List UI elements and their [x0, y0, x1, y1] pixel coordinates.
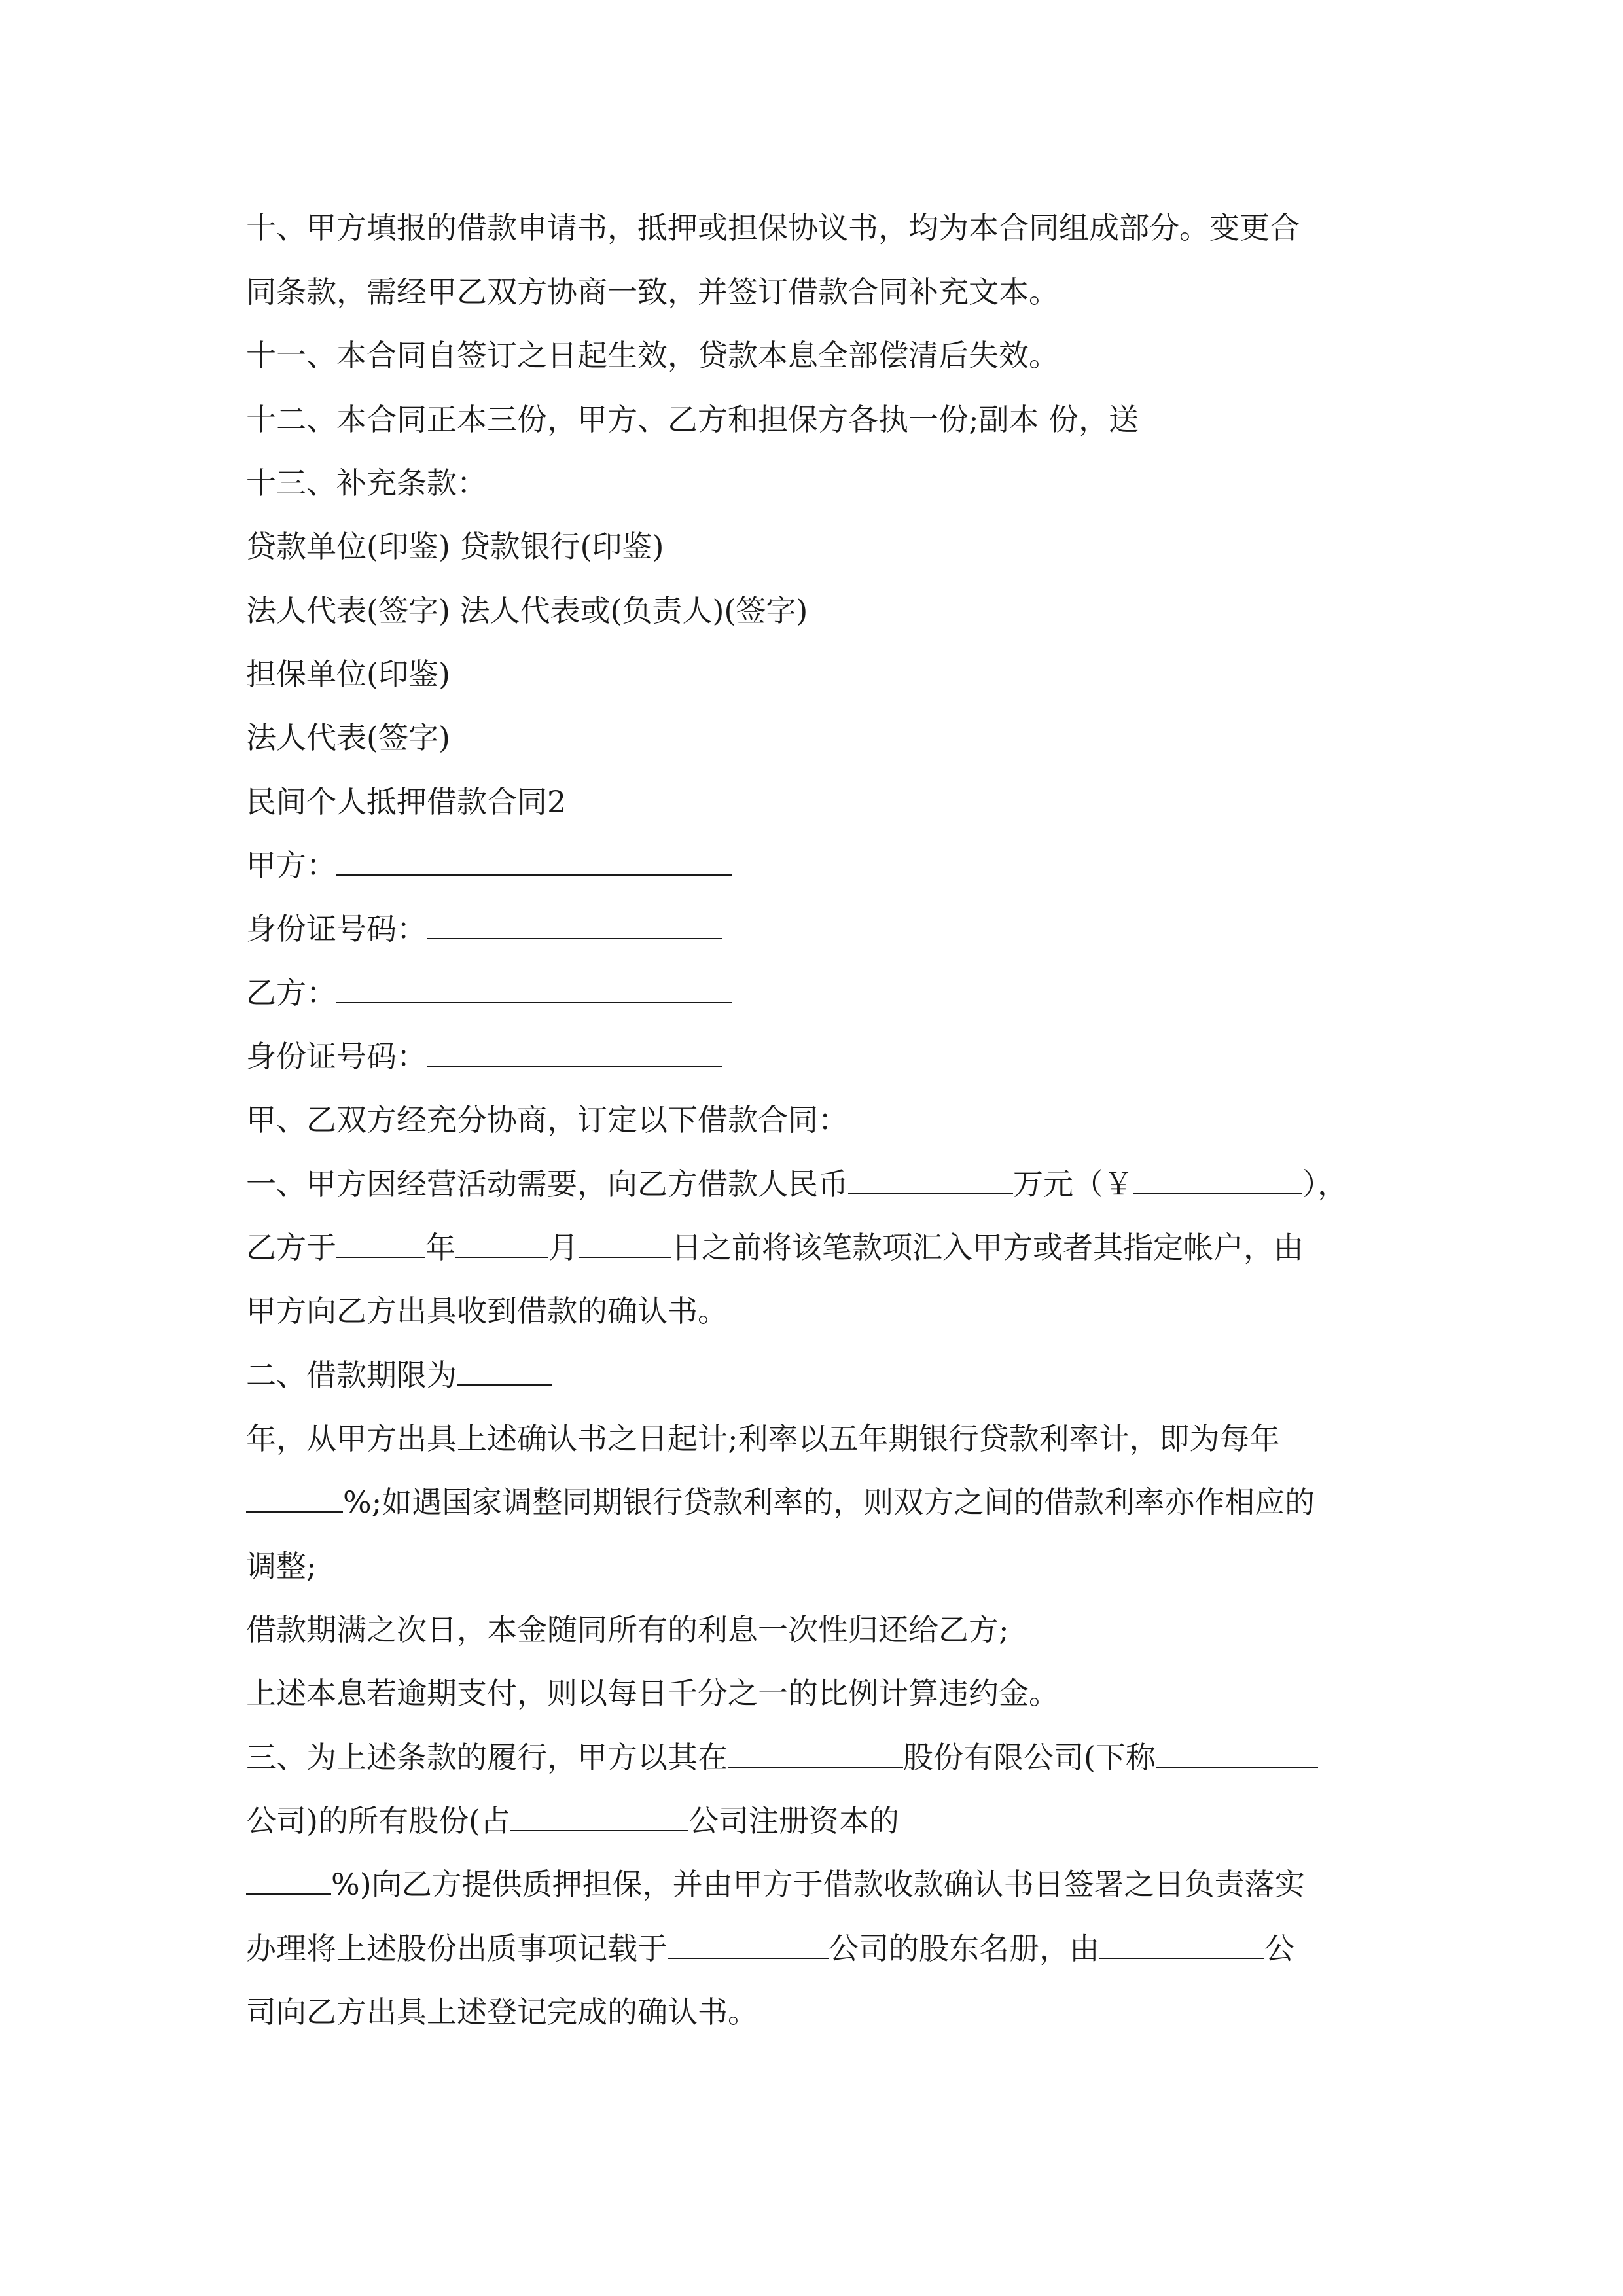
clause-3-line-2	[246, 1801, 899, 1840]
clause-text: 公	[1264, 1931, 1294, 1966]
text-line: 调整;	[246, 1549, 317, 1584]
rate-blank	[246, 1482, 343, 1513]
clause-3-line-4	[246, 1929, 1294, 1968]
party-a-id-label: 身份证号码：	[246, 911, 427, 946]
party-a-id-row	[246, 909, 722, 948]
text-line: 甲方向乙方出具收到借款的确认书。	[246, 1293, 728, 1329]
clause-text: 年	[425, 1230, 455, 1265]
amount-number-blank	[1133, 1164, 1302, 1194]
clause-2-line-1	[246, 1355, 552, 1395]
clause-text: 公司的股东名册，由	[829, 1931, 1099, 1966]
text-line: 法人代表(签字) 法人代表或(负责人)(签字)	[246, 593, 808, 628]
clause-text: 办理将上述股份出质事项记载于	[246, 1931, 668, 1966]
company-blank	[510, 1801, 688, 1831]
clause-text: %)向乙方提供质押担保，并由甲方于借款收款确认书日签署之日负责落实	[331, 1867, 1305, 1902]
percent-blank	[246, 1865, 331, 1895]
party-a-label: 甲方：	[246, 848, 336, 883]
clause-text: 三、为上述条款的履行，甲方以其在	[246, 1740, 728, 1775]
text-line: 年，从甲方出具上述确认书之日起计;利率以五年期银行贷款利率计，即为每年	[246, 1421, 1280, 1456]
year-blank	[336, 1228, 425, 1258]
month-blank	[455, 1228, 548, 1258]
section-title: 民间个人抵押借款合同2	[246, 784, 567, 819]
text-line: 借款期满之次日，本金随同所有的利息一次性归还给乙方;	[246, 1612, 1009, 1647]
party-b-blank	[336, 973, 732, 1003]
clause-2-line-3	[246, 1482, 1315, 1522]
clause-text: ），	[1302, 1166, 1347, 1202]
short-name-blank	[1156, 1738, 1318, 1768]
clause-text: 公司注册资本的	[688, 1803, 899, 1839]
party-a-id-blank	[427, 909, 722, 939]
clause-text: 万元（￥	[1013, 1166, 1133, 1202]
clause-1-line-1	[246, 1164, 1347, 1204]
text-line: 贷款单位(印鉴) 贷款银行(印鉴)	[246, 529, 664, 564]
term-blank	[457, 1355, 552, 1386]
text-line: 司向乙方出具上述登记完成的确认书。	[246, 1994, 758, 2030]
clause-text: 日之前将该笔款项汇入甲方或者其指定帐户，由	[671, 1230, 1304, 1265]
party-b-id-blank	[427, 1037, 722, 1067]
party-a-row	[246, 846, 732, 885]
clause-text: 月	[548, 1230, 579, 1265]
clause-text: 一、甲方因经营活动需要，向乙方借款人民币	[246, 1166, 848, 1202]
clause-3-line-1	[246, 1738, 1318, 1777]
text-line: 十二、本合同正本三份，甲方、乙方和担保方各执一份;副本 份，送	[246, 402, 1139, 437]
clause-text: %;如遇国家调整同期银行贷款利率的，则双方之间的借款利率亦作相应的	[343, 1484, 1315, 1520]
party-b-id-row	[246, 1037, 722, 1076]
company-blank	[1099, 1929, 1264, 1959]
text-line: 担保单位(印鉴)	[246, 656, 450, 692]
party-b-id-label: 身份证号码：	[246, 1039, 427, 1074]
text-line: 十一、本合同自签订之日起生效，贷款本息全部偿清后失效。	[246, 338, 1059, 373]
text-line: 十三、补充条款：	[246, 465, 487, 501]
clause-text: 公司)的所有股份(占	[246, 1803, 510, 1839]
text-line: 甲、乙双方经充分协商，订定以下借款合同：	[246, 1102, 848, 1138]
clause-1-line-2	[246, 1228, 1304, 1267]
clause-text: 股份有限公司(下称	[903, 1740, 1156, 1775]
text-line: 十、甲方填报的借款申请书，抵押或担保协议书，均为本合同组成部分。变更合	[246, 210, 1300, 245]
party-b-label: 乙方：	[246, 975, 336, 1011]
company-blank	[728, 1738, 903, 1768]
amount-blank	[848, 1164, 1013, 1194]
clause-text: 二、借款期限为	[246, 1357, 457, 1393]
text-line: 法人代表(签字)	[246, 720, 450, 755]
day-blank	[579, 1228, 671, 1258]
text-line: 上述本息若逾期支付，则以每日千分之一的比例计算违约金。	[246, 1676, 1059, 1711]
party-b-row	[246, 973, 732, 1013]
company-blank	[668, 1929, 829, 1959]
clause-text: 乙方于	[246, 1230, 336, 1265]
party-a-blank	[336, 846, 732, 876]
clause-3-line-3	[246, 1865, 1305, 1904]
text-line: 同条款，需经甲乙双方协商一致，并签订借款合同补充文本。	[246, 274, 1059, 310]
